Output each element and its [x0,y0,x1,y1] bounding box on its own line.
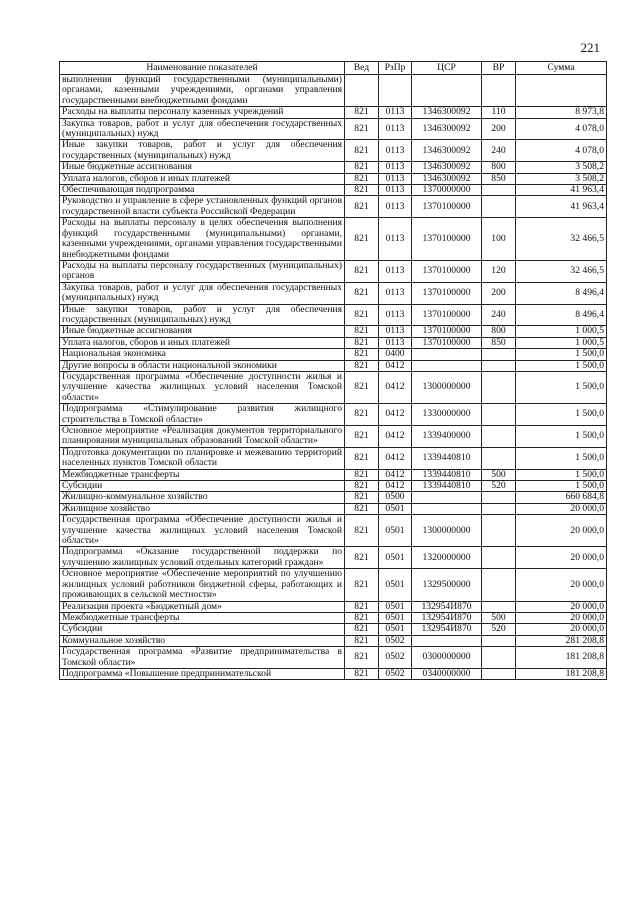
cell-rzpr: 0412 [379,469,412,480]
table-row [60,612,607,623]
cell-csr: 132954И870 [412,624,482,635]
cell-vr [482,601,516,612]
cell-vr [482,447,516,469]
cell-sum: 20 000,0 [516,624,607,635]
table-row [60,185,607,196]
cell-rzpr: 0113 [379,140,412,162]
cell-vr: 500 [482,612,516,623]
cell-ved: 821 [345,304,379,326]
cell-sum: 181 208,8 [516,668,607,679]
header-vr: ВР [482,62,516,75]
cell-ved: 821 [345,107,379,118]
cell-vr: 120 [482,260,516,282]
cell-name: Иные бюджетные ассигнования [60,162,345,173]
cell-vr: 520 [482,481,516,492]
budget-table [59,61,607,680]
cell-sum: 32 466,5 [516,218,607,261]
cell-vr: 500 [482,469,516,480]
page-number: 221 [580,40,600,55]
table-row [60,569,607,601]
cell-sum: 20 000,0 [516,503,607,514]
cell-vr: 850 [482,337,516,348]
cell-vr: 200 [482,118,516,140]
cell-rzpr: 0113 [379,218,412,261]
cell-rzpr: 0502 [379,668,412,679]
cell-vr: 240 [482,140,516,162]
header-rzpr: РзПр [379,62,412,75]
cell-sum: 20 000,0 [516,547,607,569]
cell-csr: 1370100000 [412,282,482,304]
cell-rzpr: 0501 [379,624,412,635]
cell-rzpr: 0113 [379,118,412,140]
header-name: Наименование показателей [60,62,345,75]
table-row [60,118,607,140]
cell-sum: 32 466,5 [516,260,607,282]
table-row [60,481,607,492]
cell-csr: 0300000000 [412,647,482,669]
cell-vr [482,185,516,196]
cell-name: Национальная экономика [60,349,345,360]
cell-ved: 821 [345,404,379,426]
table-body [60,75,607,680]
cell-vr: 240 [482,304,516,326]
table-row [60,282,607,304]
cell-sum: 1 500,0 [516,481,607,492]
cell-csr: 1370100000 [412,337,482,348]
cell-csr: 1320000000 [412,547,482,569]
table-row [60,173,607,184]
table-row [60,668,607,679]
header-csr: ЦСР [412,62,482,75]
cell-sum: 1 000,5 [516,337,607,348]
cell-name: Жилищное хозяйство [60,503,345,514]
cell-ved: 821 [345,349,379,360]
cell-rzpr: 0501 [379,547,412,569]
cell-csr: 1346300092 [412,173,482,184]
cell-sum [516,75,607,107]
cell-name: Расходы на выплаты персоналу государственных (муниципальных) органов [60,260,345,282]
cell-sum: 1 500,0 [516,360,607,371]
cell-sum: 8 973,8 [516,107,607,118]
cell-csr: 1346300092 [412,118,482,140]
table-row [60,337,607,348]
cell-rzpr: 0502 [379,647,412,669]
table-row [60,624,607,635]
cell-ved: 821 [345,337,379,348]
cell-ved: 821 [345,635,379,646]
cell-ved: 821 [345,260,379,282]
table-row [60,404,607,426]
cell-name: Реализация проекта «Бюджетный дом» [60,601,345,612]
table-row [60,492,607,503]
cell-ved: 821 [345,118,379,140]
cell-vr [482,647,516,669]
cell-name: Субсидии [60,624,345,635]
cell-rzpr: 0501 [379,601,412,612]
cell-ved: 821 [345,612,379,623]
cell-sum: 1 500,0 [516,447,607,469]
cell-vr [482,196,516,218]
cell-vr [482,75,516,107]
cell-ved: 821 [345,196,379,218]
table-row [60,547,607,569]
cell-sum: 1 500,0 [516,426,607,448]
table-row [60,326,607,337]
table-row [60,107,607,118]
cell-csr: 132954И870 [412,612,482,623]
cell-ved: 821 [345,469,379,480]
cell-sum: 8 496,4 [516,304,607,326]
cell-ved: 821 [345,447,379,469]
cell-name: Государственная программа «Обеспечение доступности жилья и улучшение качества жилищных условий населения Томской области» [60,371,345,403]
cell-csr [412,360,482,371]
cell-csr: 1300000000 [412,371,482,403]
cell-vr [482,426,516,448]
cell-csr [412,75,482,107]
cell-rzpr: 0113 [379,173,412,184]
cell-vr [482,503,516,514]
cell-ved: 821 [345,481,379,492]
cell-csr: 1339400000 [412,426,482,448]
cell-sum: 1 000,5 [516,326,607,337]
cell-csr: 1370100000 [412,260,482,282]
cell-csr: 1339440810 [412,447,482,469]
cell-ved: 821 [345,601,379,612]
cell-ved: 821 [345,492,379,503]
cell-name: Основное мероприятие «Обеспечение мероприятий по улучшению жилищных условий работников бюджетной сферы, работающих и проживающих в сельской местности» [60,569,345,601]
cell-sum: 1 500,0 [516,404,607,426]
cell-ved [345,75,379,107]
cell-rzpr: 0501 [379,569,412,601]
cell-name: Государственная программа «Обеспечение доступности жилья и улучшение качества жилищных условий населения Томской области» [60,515,345,547]
table-row [60,635,607,646]
table-row [60,218,607,261]
cell-ved: 821 [345,371,379,403]
cell-name: Межбюджетные трансферты [60,469,345,480]
cell-csr: 1370100000 [412,196,482,218]
cell-name: Уплата налогов, сборов и иных платежей [60,173,345,184]
cell-vr [482,371,516,403]
cell-sum: 4 078,0 [516,118,607,140]
cell-rzpr: 0113 [379,185,412,196]
cell-name: Иные закупки товаров, работ и услуг для обеспечения государственных (муниципальных) нужд [60,304,345,326]
header-ved: Вед [345,62,379,75]
cell-rzpr: 0412 [379,481,412,492]
cell-ved: 821 [345,668,379,679]
cell-sum: 1 500,0 [516,469,607,480]
cell-rzpr: 0113 [379,304,412,326]
table-row [60,601,607,612]
cell-sum: 4 078,0 [516,140,607,162]
cell-sum: 20 000,0 [516,569,607,601]
table-row [60,75,607,107]
cell-name: Подпрограмма «Повышение предпринимательской [60,668,345,679]
cell-csr: 1330000000 [412,404,482,426]
cell-name: Основное мероприятие «Реализация документов территориального планирования муниципальных образований Томской области» [60,426,345,448]
cell-name: Закупка товаров, работ и услуг для обеспечения государственных (муниципальных) нужд [60,282,345,304]
cell-sum: 1 500,0 [516,371,607,403]
cell-ved: 821 [345,140,379,162]
cell-vr [482,515,516,547]
cell-sum: 20 000,0 [516,601,607,612]
cell-rzpr: 0501 [379,503,412,514]
cell-sum: 1 500,0 [516,349,607,360]
cell-name: Субсидии [60,481,345,492]
cell-sum: 660 684,8 [516,492,607,503]
cell-ved: 821 [345,569,379,601]
cell-rzpr: 0412 [379,426,412,448]
cell-sum: 3 508,2 [516,173,607,184]
cell-csr: 1370000000 [412,185,482,196]
cell-name: Другие вопросы в области национальной экономики [60,360,345,371]
cell-sum: 181 208,8 [516,647,607,669]
cell-name: Подпрограмма «Оказание государственной поддержки по улучшению жилищных условий отдельных категорий граждан» [60,547,345,569]
cell-name: Расходы на выплаты персоналу в целях обеспечения выполнения функций государственными (муниципальными) органами, казенными учреждениями, органами управления государственными внебюджетными фондами [60,218,345,261]
cell-csr: 0340000000 [412,668,482,679]
cell-sum: 3 508,2 [516,162,607,173]
cell-rzpr: 0113 [379,326,412,337]
cell-name: Подготовка документации по планировке и межеванию территорий населенных пунктов Томской области [60,447,345,469]
cell-ved: 821 [345,624,379,635]
cell-rzpr: 0412 [379,371,412,403]
cell-vr [482,349,516,360]
cell-name: Иные бюджетные ассигнования [60,326,345,337]
cell-name: Подпрограмма «Стимулирование развития жилищного строительства в Томской области» [60,404,345,426]
cell-rzpr: 0113 [379,282,412,304]
cell-vr [482,635,516,646]
cell-rzpr: 0500 [379,492,412,503]
cell-rzpr: 0113 [379,162,412,173]
table-row [60,140,607,162]
cell-ved: 821 [345,185,379,196]
cell-csr: 1370100000 [412,326,482,337]
cell-csr: 1339440810 [412,469,482,480]
cell-rzpr: 0412 [379,447,412,469]
cell-sum: 281 208,8 [516,635,607,646]
cell-rzpr: 0501 [379,515,412,547]
cell-vr: 100 [482,218,516,261]
cell-csr [412,492,482,503]
cell-ved: 821 [345,515,379,547]
cell-name: Расходы на выплаты персоналу казенных учреждений [60,107,345,118]
cell-ved: 821 [345,326,379,337]
table-row [60,503,607,514]
cell-name: Иные закупки товаров, работ и услуг для обеспечения государственных (муниципальных) нужд [60,140,345,162]
cell-vr: 800 [482,162,516,173]
cell-ved: 821 [345,426,379,448]
cell-ved: 821 [345,647,379,669]
cell-vr: 850 [482,173,516,184]
cell-rzpr: 0113 [379,337,412,348]
cell-name: Обеспечивающая подпрограмма [60,185,345,196]
table-row [60,260,607,282]
cell-csr [412,635,482,646]
cell-rzpr: 0400 [379,349,412,360]
table-row [60,515,607,547]
cell-vr: 200 [482,282,516,304]
cell-vr: 520 [482,624,516,635]
cell-csr: 1346300092 [412,140,482,162]
cell-csr: 1339440810 [412,481,482,492]
cell-name: выполнения функций государственными (муниципальными) органами, казенными учреждениями, органами управления государственными внебюджетными фондами [60,75,345,107]
table-row [60,304,607,326]
cell-name: Закупка товаров, работ и услуг для обеспечения государственных (муниципальных) нужд [60,118,345,140]
cell-vr [482,547,516,569]
cell-vr: 800 [482,326,516,337]
cell-name: Межбюджетные трансферты [60,612,345,623]
cell-rzpr [379,75,412,107]
cell-name: Государственная программа «Развитие предпринимательства в Томской области» [60,647,345,669]
cell-name: Уплата налогов, сборов и иных платежей [60,337,345,348]
cell-vr [482,360,516,371]
cell-vr [482,668,516,679]
table-row [60,426,607,448]
cell-sum: 41 963,4 [516,185,607,196]
cell-rzpr: 0501 [379,612,412,623]
table-row [60,371,607,403]
cell-csr [412,503,482,514]
cell-csr: 1370100000 [412,304,482,326]
cell-vr [482,492,516,503]
cell-sum: 8 496,4 [516,282,607,304]
table-row [60,360,607,371]
cell-sum: 20 000,0 [516,515,607,547]
cell-csr: 1300000000 [412,515,482,547]
cell-name: Коммунальное хозяйство [60,635,345,646]
cell-ved: 821 [345,173,379,184]
cell-csr: 1329500000 [412,569,482,601]
header-row [60,62,607,75]
table-row [60,196,607,218]
cell-rzpr: 0113 [379,260,412,282]
cell-ved: 821 [345,162,379,173]
cell-sum: 20 000,0 [516,612,607,623]
cell-csr: 1346300092 [412,107,482,118]
header-sum: Сумма [516,62,607,75]
cell-ved: 821 [345,547,379,569]
cell-rzpr: 0412 [379,360,412,371]
cell-ved: 821 [345,282,379,304]
cell-name: Руководство и управление в сфере установленных функций органов государственной власти субъекта Российской Федерации [60,196,345,218]
table-row [60,162,607,173]
cell-csr: 132954И870 [412,601,482,612]
cell-rzpr: 0113 [379,107,412,118]
cell-vr [482,404,516,426]
table-row [60,469,607,480]
cell-name: Жилищно-коммунальное хозяйство [60,492,345,503]
cell-rzpr: 0412 [379,404,412,426]
cell-csr [412,349,482,360]
table-row [60,447,607,469]
cell-vr: 110 [482,107,516,118]
cell-ved: 821 [345,218,379,261]
cell-rzpr: 0502 [379,635,412,646]
table-row [60,647,607,669]
cell-sum: 41 963,4 [516,196,607,218]
cell-rzpr: 0113 [379,196,412,218]
table-row [60,349,607,360]
cell-csr: 1346300092 [412,162,482,173]
cell-ved: 821 [345,360,379,371]
cell-vr [482,569,516,601]
cell-ved: 821 [345,503,379,514]
cell-csr: 1370100000 [412,218,482,261]
